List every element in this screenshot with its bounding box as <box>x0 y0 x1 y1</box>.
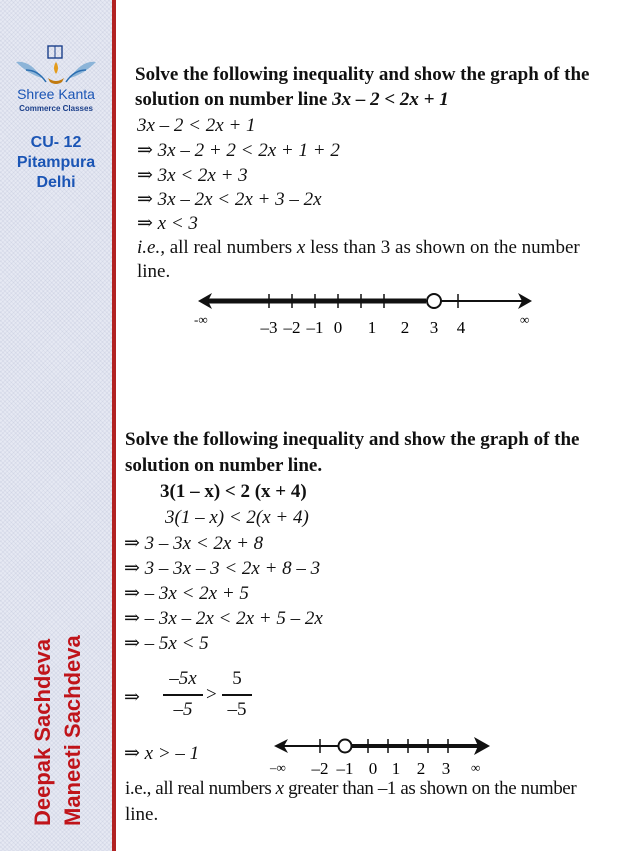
address-line-2: Pitampura <box>16 154 96 171</box>
p2-pos-infinity: ∞ <box>471 760 481 775</box>
p2-question-line-1: Solve the following inequality and show the graph of the <box>125 429 580 450</box>
p2-open-circle <box>339 740 352 753</box>
p2-step-2: ⇒ 3 – 3x < 2x + 8 <box>124 533 264 554</box>
p2-neg-infinity: –∞ <box>270 760 286 775</box>
p1-question-inequality: 3x – 2 < 2x + 1 <box>332 89 449 110</box>
p2-step-4: ⇒ – 3x < 2x + 5 <box>124 583 249 604</box>
p1-pos-infinity: ∞ <box>520 312 530 327</box>
p1-neg-infinity: -∞ <box>194 312 208 327</box>
p2-tick-label: 1 <box>391 759 401 777</box>
p1-conclusion-var: x <box>296 237 306 258</box>
sidebar <box>0 0 112 851</box>
p2-step-5: ⇒ – 3x – 2x < 2x + 5 – 2x <box>124 608 323 629</box>
author-name-1: Deepak Sachdeva <box>30 638 55 826</box>
p2-fraction-2-denominator: –5 <box>227 699 247 720</box>
p1-question-line-1: Solve the following inequality and show the graph of the <box>135 64 590 85</box>
p2-step-8: ⇒ x > – 1 <box>124 743 200 764</box>
brand-subtitle: Commerce Classes <box>19 104 93 113</box>
p1-tick-label: 1 <box>367 318 377 337</box>
p2-fraction-2-bar <box>222 694 252 696</box>
p2-conclusion-var: x <box>275 778 284 799</box>
p2-tick-label: –1 <box>336 759 354 777</box>
brand-name: Shree Kanta <box>17 86 95 102</box>
p1-step-2: ⇒ 3x – 2 + 2 < 2x + 1 + 2 <box>137 140 340 161</box>
p1-open-circle <box>427 294 441 308</box>
p2-tick-label: 2 <box>416 759 426 777</box>
p2-number-line <box>268 731 498 777</box>
p1-conclusion-text: all real numbers <box>164 237 297 258</box>
p2-fraction-2-numerator: 5 <box>232 668 242 689</box>
p1-conclusion-line-1 <box>137 237 580 259</box>
p1-conclusion-rest: less than 3 as shown on the number <box>305 237 580 258</box>
address-line-3: Delhi <box>36 174 76 191</box>
address-line-1: CU- 12 <box>30 134 82 151</box>
sidebar-divider <box>112 0 116 851</box>
p1-step-4: ⇒ 3x – 2x < 2x + 3 – 2x <box>137 189 322 210</box>
p1-tick-label: 3 <box>429 318 439 337</box>
p2-conclusion-line-1 <box>125 778 576 800</box>
p2-step-6: ⇒ – 5x < 5 <box>124 633 209 654</box>
p2-step-7-arrow: ⇒ <box>124 687 140 708</box>
p1-step-5: ⇒ x < 3 <box>137 213 198 234</box>
p2-step-3: ⇒ 3 – 3x – 3 < 2x + 8 – 3 <box>124 558 321 579</box>
p2-fraction-1-bar <box>163 694 203 696</box>
p1-tick-label: 0 <box>333 318 343 337</box>
p1-conclusion-line-2: line. <box>137 261 171 282</box>
author-name-2: Maneeti Sachdeva <box>60 635 85 826</box>
p1-step-1: 3x – 2 < 2x + 1 <box>137 115 256 136</box>
p1-tick-label: –3 <box>260 318 278 337</box>
p1-question-text: solution on number line <box>135 89 333 110</box>
p1-tick-label: 2 <box>400 318 410 337</box>
p1-number-line <box>180 285 550 345</box>
p2-step-1: 3(1 – x) < 2(x + 4) <box>165 507 309 528</box>
p1-tick-label: 4 <box>456 318 466 337</box>
p2-question-line-2: solution on number line. <box>125 455 323 476</box>
p2-conclusion-text: i.e., all real numbers <box>125 778 276 799</box>
p2-fraction-1-numerator: –5x <box>169 668 197 689</box>
p2-conclusion-rest: greater than –1 as shown on the number <box>283 778 577 799</box>
p1-step-3: ⇒ 3x < 2x + 3 <box>137 165 248 186</box>
p2-tick-label: 3 <box>441 759 451 777</box>
p1-question-line-2 <box>135 89 449 111</box>
p1-tick-label: –2 <box>283 318 301 337</box>
p2-question-inequality: 3(1 – x) < 2 (x + 4) <box>160 481 307 502</box>
p2-conclusion-line-2: line. <box>125 804 159 825</box>
p2-fraction-1-denominator: –5 <box>173 699 193 720</box>
p1-tick-label: –1 <box>306 318 324 337</box>
p2-fraction-relation: > <box>206 684 217 705</box>
p2-tick-label: 0 <box>368 759 378 777</box>
p2-tick-label: –2 <box>311 759 329 777</box>
p1-ie: i.e., <box>137 237 165 258</box>
